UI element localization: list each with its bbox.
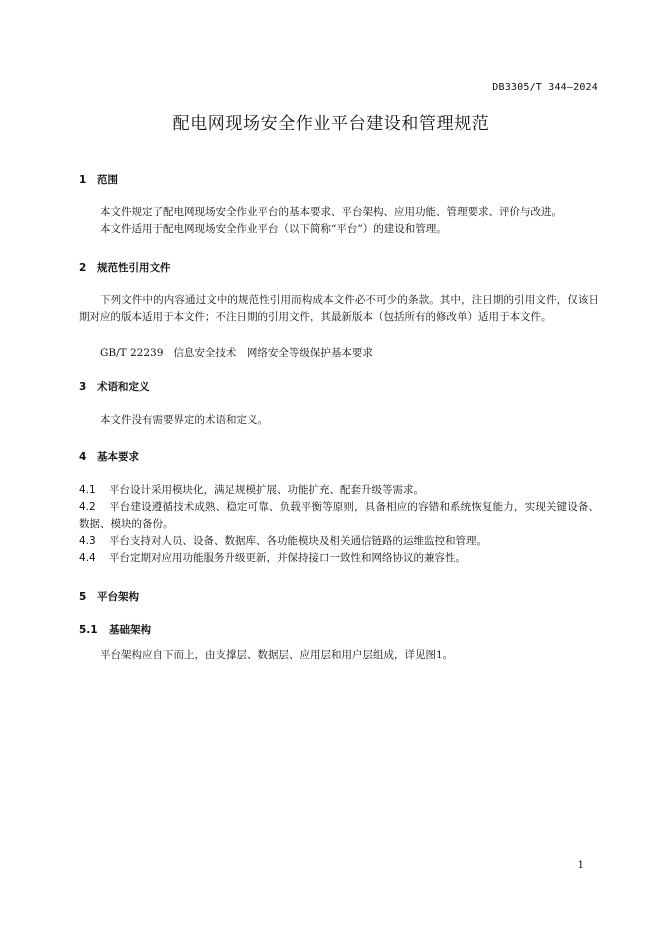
section-1-title: 范围	[97, 174, 118, 186]
list-item	[79, 550, 599, 567]
item-number: 4.1	[79, 484, 96, 496]
item-text: 平台定期对应用功能服务升级更新，并保持接口一致性和网络协议的兼容性。	[109, 552, 466, 564]
section-5-1-number: 5.1	[79, 624, 98, 636]
section-5-heading	[79, 589, 139, 604]
section-5-1-paragraph-1: 平台架构应自下而上，由支撑层、数据层、应用层和用户层组成，详见图1。	[100, 649, 454, 661]
section-3-title: 术语和定义	[97, 381, 150, 393]
section-5-1-title: 基础架构	[109, 624, 151, 636]
item-text: 平台支持对人员、设备、数据库、各功能模块及相关通信链路的运维监控和管理。	[109, 535, 487, 547]
item-text: 平台建设遵循技术成熟、稳定可靠、负载平衡等原则，具备相应的容错和系统恢复能力，实现关键设备、数据、模块的备份。	[79, 501, 599, 530]
page-number: 1	[577, 860, 584, 871]
document-code: DB3305/T 344—2024	[492, 82, 598, 93]
item-number: 4.2	[79, 501, 96, 513]
section-1-number: 1	[79, 174, 87, 186]
section-1-paragraph-2: 本文件适用于配电网现场安全作业平台（以下简称“平台”）的建设和管理。	[100, 223, 447, 235]
section-5-title: 平台架构	[97, 591, 139, 603]
section-3-heading	[79, 379, 150, 394]
reference-title: 信息安全技术 网络安全等级保护基本要求	[173, 347, 373, 359]
list-item	[79, 482, 599, 499]
document-title: 配电网现场安全作业平台建设和管理规范	[172, 114, 490, 134]
item-number: 4.3	[79, 535, 96, 547]
section-5-1-heading	[79, 622, 151, 637]
section-4-title: 基本要求	[97, 451, 139, 463]
list-item	[79, 533, 599, 550]
list-item	[79, 499, 599, 532]
item-text: 平台设计采用模块化，满足规模扩展、功能扩充、配套升级等需求。	[109, 484, 424, 496]
section-1-heading	[79, 172, 118, 187]
section-2-title: 规范性引用文件	[97, 262, 171, 274]
section-2-heading	[79, 260, 171, 275]
section-4-heading	[79, 449, 139, 464]
section-4-number: 4	[79, 451, 87, 463]
section-3-number: 3	[79, 381, 87, 393]
reference-code: GB/T 22239	[100, 347, 164, 359]
section-3-paragraph-1: 本文件没有需要界定的术语和定义。	[100, 414, 268, 426]
section-5-number: 5	[79, 591, 87, 603]
section-2-number: 2	[79, 262, 87, 274]
item-number: 4.4	[79, 552, 96, 564]
section-2-paragraph-1: 下列文件中的内容通过文中的规范性引用而构成本文件必不可少的条款。其中，注日期的引用文件，仅该日期对应的版本适用于本文件；不注日期的引用文件，其最新版本（包括所有的修改单）适用于本文件。	[79, 294, 599, 323]
section-1-paragraph-1: 本文件规定了配电网现场安全作业平台的基本要求、平台架构、应用功能、管理要求、评价与改进。	[100, 206, 562, 218]
normative-reference	[100, 345, 383, 360]
